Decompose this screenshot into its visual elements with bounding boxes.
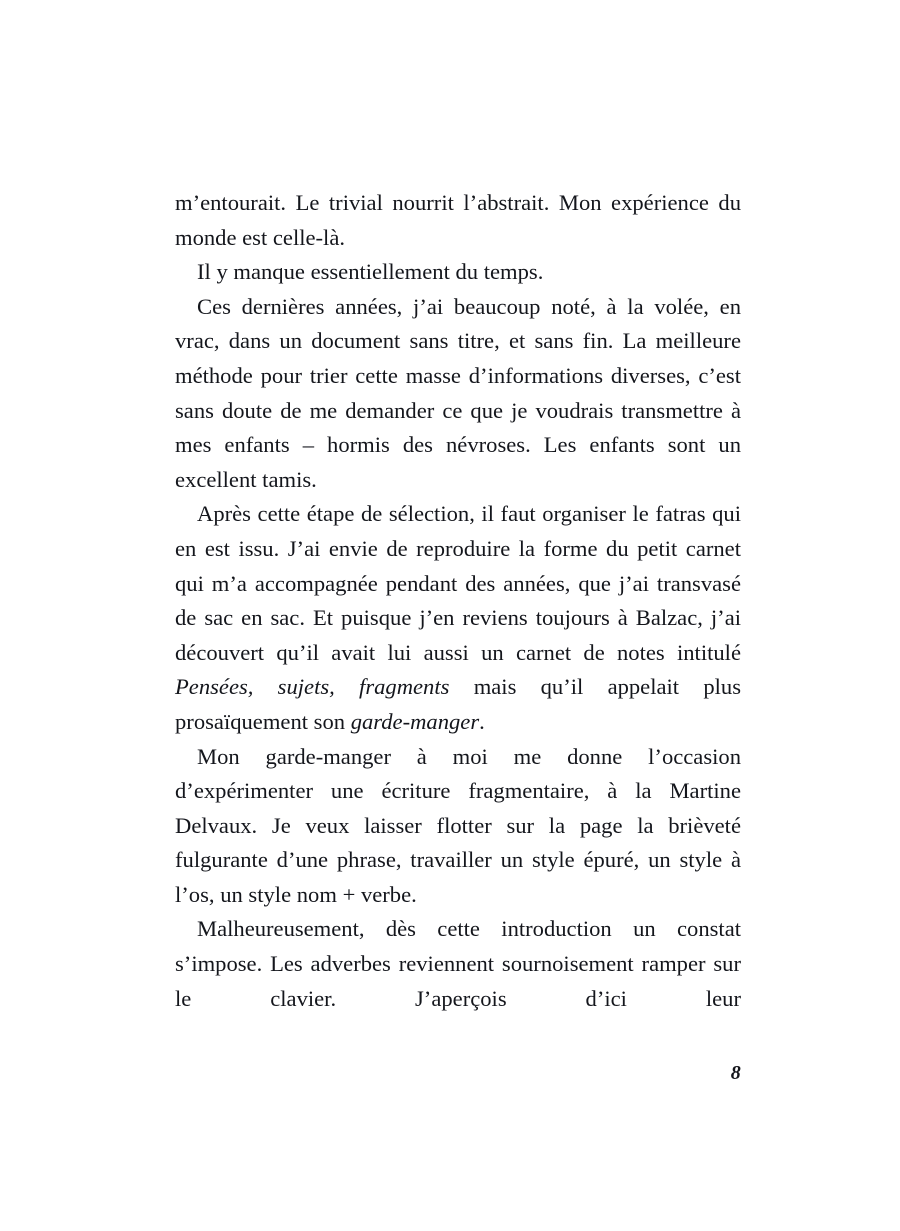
paragraph-5: Mon garde-manger à moi me donne l’occasion d’expérimenter une écriture fragmentaire, à la Martine Delvaux. Je veux laisser flotter sur la page la brièveté fulgurante d’une phrase, travailler un style épuré, un style à l’os, un style nom + verbe. [175,743,741,907]
page-number: 8 [730,1062,741,1084]
paragraph-1: m’entourait. Le trivial nourrit l’abstrait. Mon expérience du monde est celle-là. [175,190,741,250]
paragraph-2: Il y manque essentiellement du temps. [197,259,544,285]
paragraph-4-run-roman-2: mais qu’il appelait plus prosaïquement son [175,674,741,734]
page-text-block [175,186,741,1016]
paragraph-4-run-italic-garde-manger: garde-manger [350,708,480,734]
paragraph-6: Malheureusement, dès cette introduction un constat s’impose. Les adverbes reviennent sournoisement ramper sur le clavier. J’aperçois d’ici leur [175,916,741,1011]
paragraph-4-run-italic-title: Pensées, sujets, fragments [175,674,450,700]
paragraph-4 [175,497,741,739]
paragraph-4-run-roman-3: . [479,708,485,734]
paragraph-3: Ces dernières années, j’ai beaucoup noté, à la volée, en vrac, dans un document sans titre, et sans fin. La meilleure méthode pour trier cette masse d’informations diverses, c’est sans doute de me demander ce que je voudrais transmettre à mes enfants – hormis des névroses. Les enfants sont un excellent tamis. [175,293,741,492]
paragraph-4-run-roman-1: Après cette étape de sélection, il faut organiser le fatras qui en est issu. J’ai envie de reproduire la forme du petit carnet qui m’a accompagnée pendant des années, que j’ai transvasé de sac en sac. Et puisque j’en reviens toujours à Balzac, j’ai découvert qu’il avait lui aussi un carnet de notes intitulé [175,501,741,665]
